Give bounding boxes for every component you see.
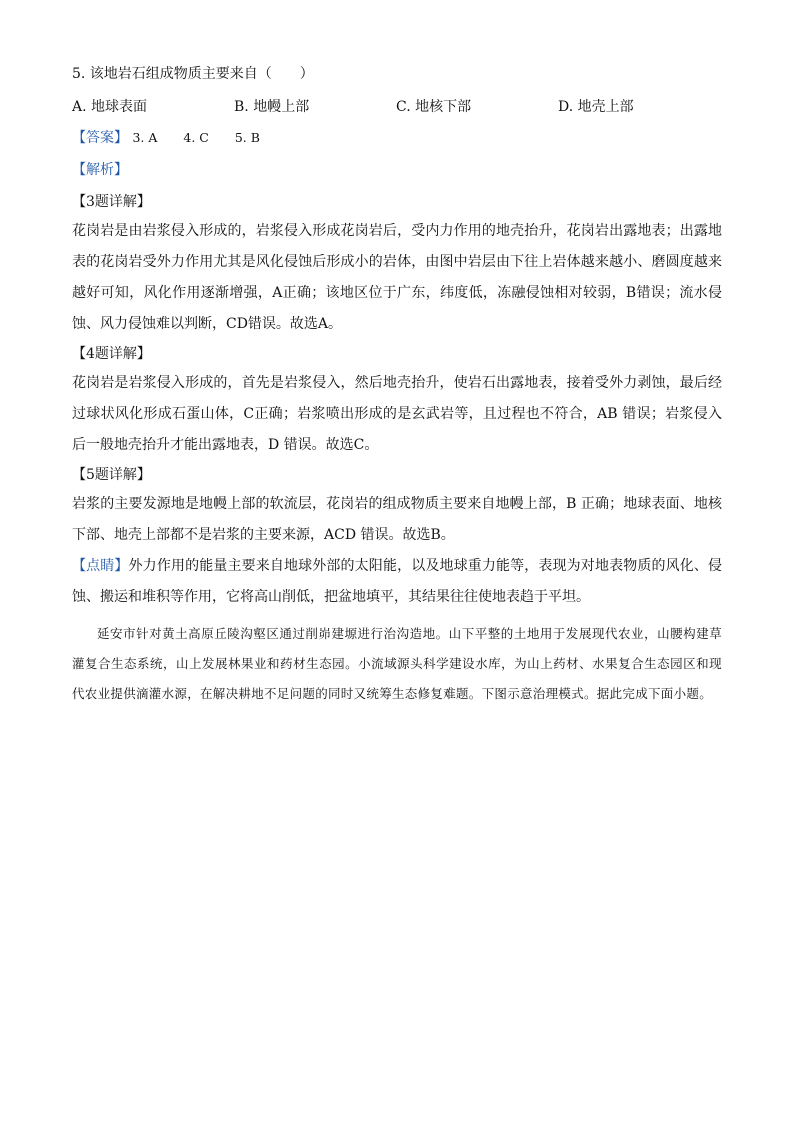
answer-5: 5. B (234, 130, 260, 145)
detail-4-title: 【4题详解】 (72, 346, 151, 362)
comment-tag: 【点睛】 (72, 558, 129, 574)
answer-tag: 【答案】 (72, 130, 128, 146)
answer-3: 3. A (132, 130, 158, 145)
analysis-tag: 【解析】 (72, 162, 128, 178)
comment-paragraph (72, 551, 722, 613)
detail-3-title: 【3题详解】 (72, 194, 151, 210)
detail-3-text: 花岗岩是由岩浆侵入形成的，岩浆侵入形成花岗岩后，受内力作用的地壳抬升，花岗岩出露地表；出露地表的花岗岩受外力作用尤其是风化侵蚀后形成小的岩体，由图中岩层由下往上岩体越来越小、磨圆度越来越好可知，风化作用逐渐增强，A正确；该地区位于广东，纬度低，冻融侵蚀相对较弱，B错误；流水侵蚀、风力侵蚀难以判断，CD错误。故选A。 (72, 223, 722, 332)
comment-text: 外力作用的能量主要来自地球外部的太阳能，以及地球重力能等，表现为对地表物质的风化、侵蚀、搬运和堆积等作用，它将高山削低，把盆地填平，其结果往往使地表趋于平坦。 (72, 558, 723, 605)
document-page (72, 60, 722, 709)
detail-5-text: 岩浆的主要发源地是地幔上部的软流层，花岗岩的组成物质主要来自地幔上部，B 正确；地球表面、地核下部、地壳上部都不是岩浆的主要来源，ACD 错误。故选B。 (72, 496, 722, 543)
question-5-options (72, 94, 722, 120)
answer-line (72, 124, 722, 152)
answer-values (132, 130, 281, 145)
detail-4-text: 花岗岩是岩浆侵入形成的，首先是岩浆侵入，然后地壳抬升，使岩石出露地表，接着受外力剥蚀，最后经过球状风化形成石蛋山体，C正确；岩浆喷出形成的是玄武岩等，且过程也不符合，AB 错误；岩浆侵入后一般地壳抬升才能出露地表，D 错误。故选C。 (72, 375, 722, 453)
answer-4: 4. C (183, 130, 209, 145)
option-b: B. 地幔上部 (234, 99, 310, 115)
detail-5-title: 【5题详解】 (72, 467, 151, 483)
option-c: C. 地核下部 (396, 99, 472, 115)
option-a: A. 地球表面 (72, 99, 148, 115)
question-5-stem: 5. 该地岩石组成物质主要来自（ ） (72, 66, 314, 82)
material-paragraph: 延安市针对黄土高原丘陵沟壑区通过削峁建塬进行治沟造地。山下平整的土地用于发展现代农业，山腰构建草灌复合生态系统，山上发展林果业和药材生态园。小流域源头科学建设水库，为山上药材、水果复合生态园区和现代农业提供滴灌水源，在解决耕地不足问题的同时又统筹生态修复难题。下图示意治理模式。据此完成下面小题。 (72, 626, 722, 701)
option-d: D. 地壳上部 (558, 99, 634, 115)
